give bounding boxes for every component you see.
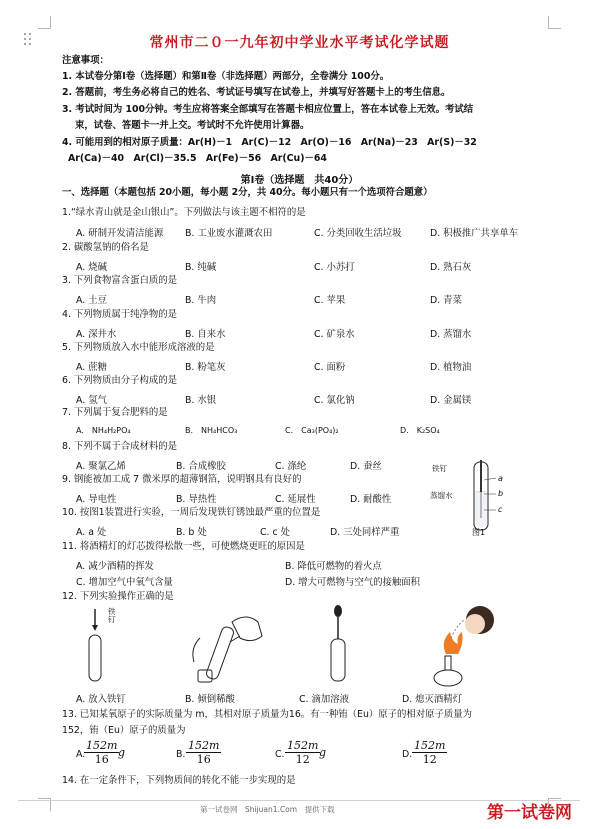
figure-label-b: b	[498, 489, 504, 498]
option: B. NH₄HCO₃	[185, 426, 238, 435]
option: C. c 处	[260, 527, 291, 538]
option: D.	[402, 749, 413, 760]
option: A. NH₄H₂PO₄	[76, 426, 131, 435]
option: B. 倾倒稀酸	[185, 694, 235, 705]
option: A. 氢气	[76, 395, 107, 406]
question-stem-continued: 152，铕（Eu）原子的质量为	[62, 725, 186, 736]
figure-label-water: 蒸馏水	[430, 491, 453, 500]
fraction-option-b	[186, 739, 221, 766]
option: D. 蒸馏水	[430, 329, 472, 340]
question-stem: 6. 下列物质由分子构成的是	[62, 375, 178, 386]
test-tube-nail-illustration	[85, 605, 125, 685]
figure-caption: 图1	[472, 528, 486, 537]
option: D. 青菜	[430, 295, 462, 306]
option: D. 植物油	[430, 362, 472, 373]
figure-label-c: c	[498, 505, 503, 514]
option: D. 熟石灰	[430, 262, 472, 273]
option: D. 蚕丝	[350, 461, 382, 472]
option: B. 纯碱	[185, 262, 217, 273]
notice-item: 束，试卷、答题卡一并上交。考试时不允许使用计算器。	[75, 120, 310, 131]
option: D. 耐酸性	[350, 494, 392, 505]
notice-heading: 注意事项：	[62, 55, 109, 66]
option: C. 矿泉水	[314, 329, 355, 340]
question-stem: 11. 将酒精灯的灯芯拨得松散一些，可使燃烧更旺的原因是	[62, 541, 305, 552]
crop-mark-top-right	[548, 16, 561, 29]
notice-item: 4. 可能用到的相对原子质量：Ar(H)－1 Ar(C)－12 Ar(O)－16 Ar(Na)－23 Ar(S)－32	[62, 137, 477, 148]
option: D. 增大可燃物与空气的接触面积	[285, 577, 421, 588]
crop-mark-top-left	[38, 16, 51, 29]
brand-logo-text[interactable]: 第一试卷网	[487, 803, 572, 823]
fraction-option-c	[285, 739, 320, 766]
option: C. 面粉	[314, 362, 346, 373]
option: D. 三处同样严重	[330, 527, 400, 538]
question-stem: 7. 下列属于复合肥料的是	[62, 407, 168, 418]
fraction-option-d	[412, 739, 447, 766]
fraction-unit: g	[118, 746, 126, 759]
question-stem: 1.“绿水青山就是金山银山”。下列做法与该主题不相符的是	[62, 207, 306, 218]
notice-item: 3. 考试时间为 100分钟。考生应将答案全部填写在答题卡相应位置上，答在本试卷上无效。考试结	[62, 104, 474, 115]
question-stem: 5. 下列物质放入水中能形成溶液的是	[62, 342, 215, 353]
section-instruction: 一、选择题（本题包括 20小题，每小题 2分，共 40分。每小题只有一个选项符合题意）	[62, 187, 433, 198]
option: C. 小苏打	[314, 262, 355, 273]
question-stem: 10. 按图1装置进行实验，一周后发现铁钉锈蚀最严重的位置是	[62, 507, 321, 518]
option: B. 自来水	[185, 329, 226, 340]
option: C. 涤纶	[275, 461, 307, 472]
option: D. K₂SO₄	[400, 426, 440, 435]
blow-out-lamp-illustration	[420, 598, 510, 690]
nail-label: 铁钉	[108, 607, 116, 624]
notice-item: 2. 答题前，考生务必将自己的姓名、考试证号填写在试卷上，并填写好答题卡上的考生信息。	[62, 87, 451, 98]
pouring-acid-illustration	[180, 608, 270, 688]
figure-label-a: a	[498, 474, 503, 483]
fraction-numerator: 152m	[188, 739, 220, 752]
option: A. 土豆	[76, 295, 107, 306]
question-stem: 13. 已知某氧原子的实际质量为 m，其相对原子质量为16。有一种铕（Eu）原子的相对原子质量为	[62, 709, 473, 720]
fraction-denominator: 16	[94, 753, 109, 766]
fraction-denominator: 12	[422, 753, 437, 766]
question-stem: 14. 在一定条件下，下列物质间的转化不能一步实现的是	[62, 775, 296, 786]
option: C.	[275, 749, 285, 760]
option: A. 蔗糖	[76, 362, 107, 373]
option: C. 增加空气中氧气含量	[76, 577, 173, 588]
fraction-numerator: 152m	[287, 739, 319, 752]
notice-item: 1. 本试卷分第Ⅰ卷（选择题）和第Ⅱ卷（非选择题）两部分，全卷满分 100分。	[62, 71, 390, 82]
question-stem: 8. 下列不属于合成材料的是	[62, 441, 178, 452]
question-stem: 3. 下列食物富含蛋白质的是	[62, 275, 178, 286]
option: C. 分类回收生活垃圾	[314, 228, 402, 239]
option: C. 滴加溶液	[299, 694, 350, 705]
page-title: 常州市二０一九年初中学业水平考试化学试题	[149, 35, 450, 51]
option: D. 金属镁	[430, 395, 472, 406]
dropper-illustration	[320, 603, 360, 685]
figure-label-nail: 铁钉	[432, 464, 447, 473]
option: D. 熄灭酒精灯	[402, 694, 463, 705]
pointer-a	[484, 478, 496, 480]
option: A. 减少酒精的挥发	[76, 561, 154, 572]
option: A. 研制开发清洁能源	[76, 228, 164, 239]
question-stem: 9. 钢能被加工成 7 微米厚的超薄钢箔，说明钢具有良好的	[62, 474, 302, 485]
option: B. 导热性	[176, 494, 217, 505]
notice-item: Ar(Ca)－40 Ar(Cl)－35.5 Ar(Fe)－56 Ar(Cu)－64	[68, 153, 327, 164]
option: C. 氯化钠	[314, 395, 355, 406]
option: A. 导电性	[76, 494, 117, 505]
fraction-denominator: 16	[196, 753, 211, 766]
section-title: 第Ⅰ卷（选择题 共40分）	[240, 175, 359, 186]
fraction-option-a	[84, 739, 119, 766]
option: C. Ca₃(PO₄)₂	[285, 426, 339, 435]
option: B. 降低可燃物的着火点	[285, 561, 382, 572]
footer-text: 第一试卷网 Shijuan1.Com 提供下载	[200, 805, 335, 814]
water-fill	[475, 492, 487, 527]
option: A. 深井水	[76, 329, 117, 340]
option: B. 水银	[185, 395, 217, 406]
fraction-numerator: 152m	[86, 739, 118, 752]
option: C. 苹果	[314, 295, 346, 306]
option: A. a 处	[76, 527, 107, 538]
option: D. 积极推广共享单车	[430, 228, 519, 239]
fraction-unit: g	[319, 746, 327, 759]
option: B.	[176, 749, 186, 760]
fraction-denominator: 12	[295, 753, 310, 766]
option: A. 放入铁钉	[76, 694, 126, 705]
option: B. 牛肉	[185, 295, 217, 306]
question-stem: 4. 下列物质属于纯净物的是	[62, 309, 178, 320]
option: B. 工业废水灌溉农田	[185, 228, 273, 239]
option: A. 烧碱	[76, 262, 107, 273]
fraction-numerator: 152m	[414, 739, 446, 752]
question-stem: 2. 碳酸氢钠的俗名是	[62, 242, 149, 253]
option: A.	[76, 749, 86, 760]
option: B. 合成橡胶	[176, 461, 226, 472]
question-stem: 12. 下列实验操作正确的是	[62, 591, 174, 602]
option: C. 延展性	[275, 494, 316, 505]
option: A. 聚氯乙烯	[76, 461, 126, 472]
option: B. 粉笔灰	[185, 362, 226, 373]
option: B. b 处	[176, 527, 207, 538]
